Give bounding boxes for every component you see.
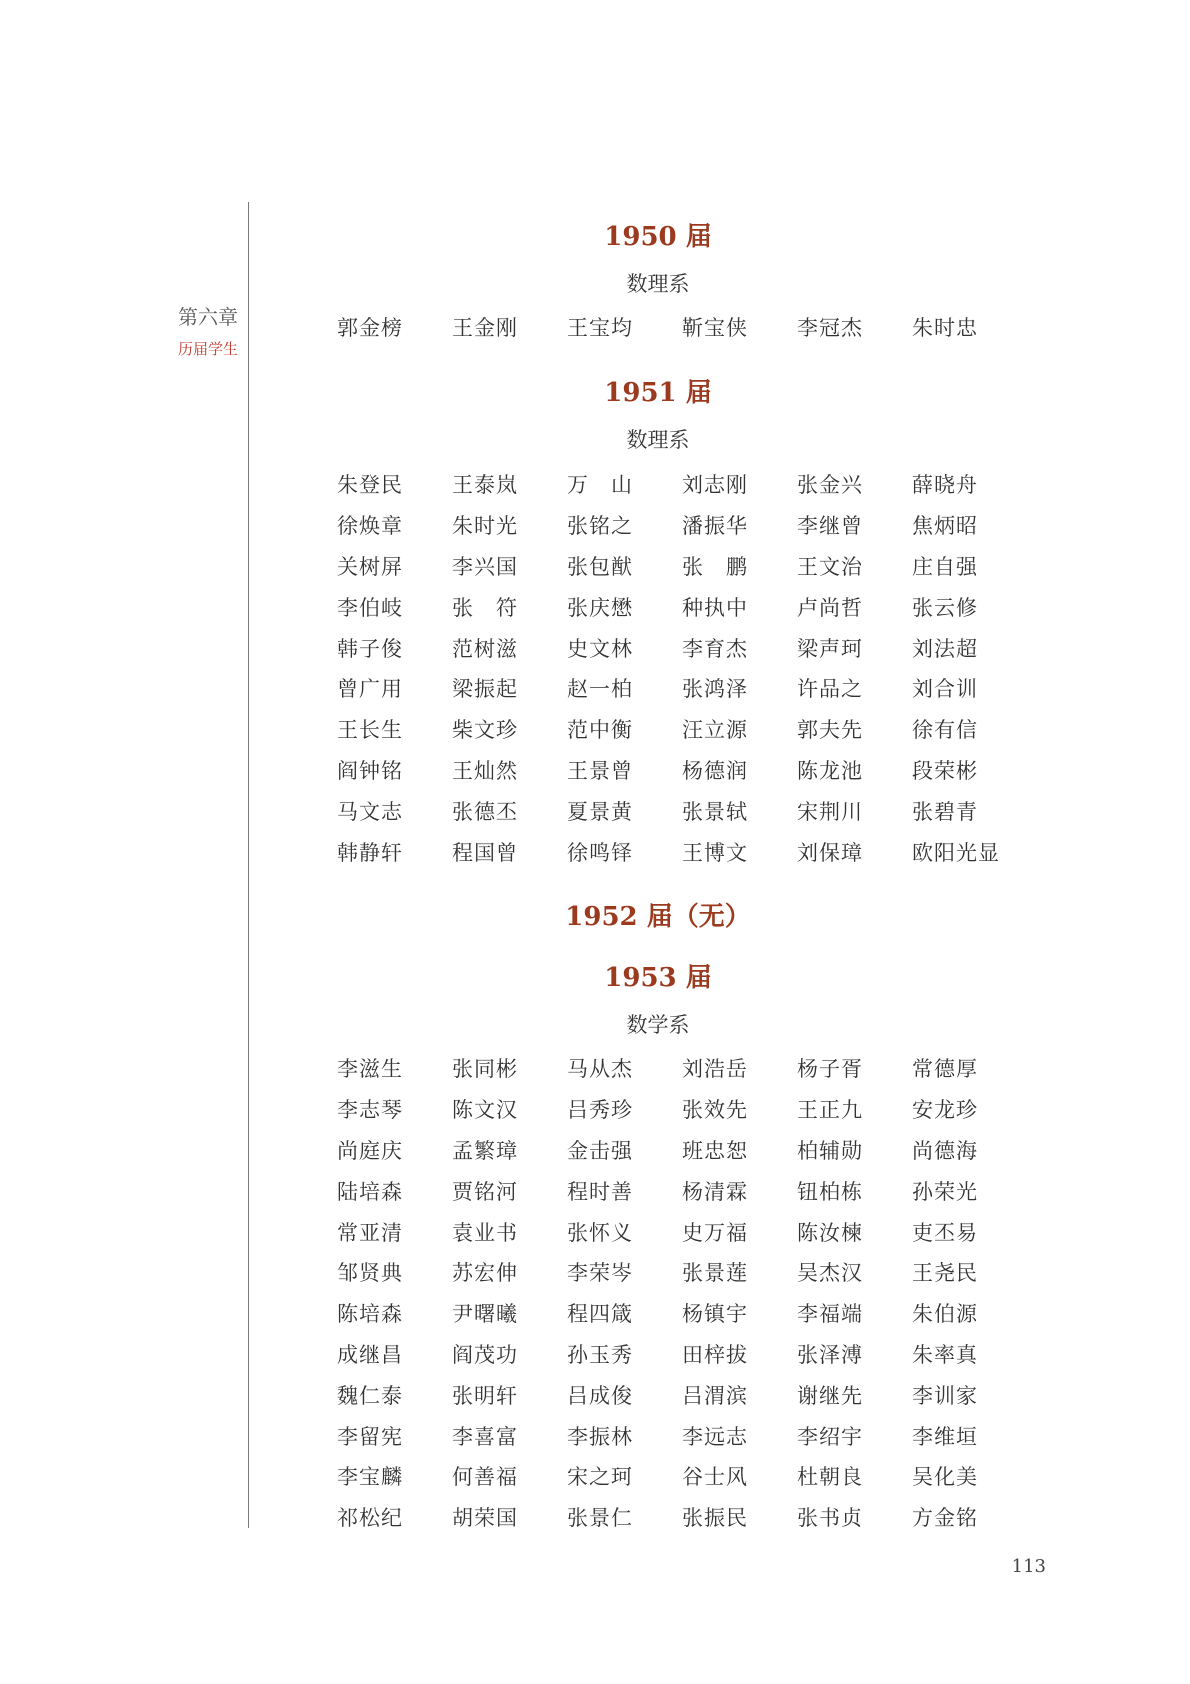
name-row bbox=[337, 1252, 1057, 1293]
student-name: 成继昌 bbox=[337, 1342, 403, 1367]
student-name: 宋荆川 bbox=[797, 799, 863, 824]
student-name: 祁松纪 bbox=[337, 1506, 403, 1531]
page-number: 113 bbox=[1011, 1556, 1046, 1577]
student-name: 张金兴 bbox=[797, 473, 863, 498]
student-name: 靳宝侠 bbox=[682, 316, 748, 341]
student-name: 杨子胥 bbox=[797, 1057, 863, 1082]
student-name: 王泰岚 bbox=[452, 473, 518, 498]
student-name: 安龙珍 bbox=[912, 1098, 978, 1123]
student-name: 陈汝楝 bbox=[797, 1220, 863, 1245]
student-name: 梁声珂 bbox=[797, 636, 863, 661]
name-row bbox=[337, 790, 1057, 831]
student-name: 陆培森 bbox=[337, 1179, 403, 1204]
student-name: 李冠杰 bbox=[797, 316, 863, 341]
student-name: 杜朝良 bbox=[797, 1465, 863, 1490]
name-list-1953 bbox=[337, 1048, 1057, 1538]
student-name: 张碧青 bbox=[912, 799, 978, 824]
student-name: 张同彬 bbox=[452, 1057, 518, 1082]
student-name: 常亚清 bbox=[337, 1220, 403, 1245]
student-name: 陈文汉 bbox=[452, 1098, 518, 1123]
student-name: 杨德润 bbox=[682, 758, 748, 783]
student-name: 王正九 bbox=[797, 1098, 863, 1123]
student-name: 何善福 bbox=[452, 1465, 518, 1490]
student-name: 程四箴 bbox=[567, 1302, 633, 1327]
student-name: 李伯岐 bbox=[337, 595, 403, 620]
student-name: 朱登民 bbox=[337, 473, 403, 498]
student-name: 钮柏栋 bbox=[797, 1179, 863, 1204]
student-name: 尚庭庆 bbox=[337, 1138, 403, 1163]
name-row bbox=[337, 1497, 1057, 1538]
student-name: 魏仁泰 bbox=[337, 1383, 403, 1408]
student-name: 李育杰 bbox=[682, 636, 748, 661]
student-name: 李兴国 bbox=[452, 554, 518, 579]
student-name: 徐有信 bbox=[912, 718, 978, 743]
student-name: 朱时光 bbox=[452, 514, 518, 539]
student-name: 程时善 bbox=[567, 1179, 633, 1204]
student-name: 吕渭滨 bbox=[682, 1383, 748, 1408]
student-name: 徐焕章 bbox=[337, 514, 403, 539]
student-name: 李滋生 bbox=[337, 1057, 403, 1082]
student-name: 阎茂功 bbox=[452, 1342, 518, 1367]
student-name: 史万福 bbox=[682, 1220, 748, 1245]
student-name: 郭金榜 bbox=[337, 316, 403, 341]
student-name: 班忠恕 bbox=[682, 1138, 748, 1163]
student-name: 种执中 bbox=[682, 595, 748, 620]
student-name: 朱时忠 bbox=[912, 316, 978, 341]
student-name: 刘浩岳 bbox=[682, 1057, 748, 1082]
student-name: 王长生 bbox=[337, 718, 403, 743]
student-name: 朱率真 bbox=[912, 1342, 978, 1367]
student-name: 韩静轩 bbox=[337, 840, 403, 865]
student-name: 孙荣光 bbox=[912, 1179, 978, 1204]
student-name: 张铭之 bbox=[567, 514, 633, 539]
student-name: 吏丕易 bbox=[912, 1220, 978, 1245]
student-name: 李继曾 bbox=[797, 514, 863, 539]
name-list-1950 bbox=[337, 307, 1057, 348]
student-name: 谢继先 bbox=[797, 1383, 863, 1408]
student-name: 柏辅勋 bbox=[797, 1138, 863, 1163]
student-name: 李福端 bbox=[797, 1302, 863, 1327]
student-name: 刘保璋 bbox=[797, 840, 863, 865]
student-name: 金击强 bbox=[567, 1138, 633, 1163]
name-row bbox=[337, 750, 1057, 791]
student-name: 吕成俊 bbox=[567, 1383, 633, 1408]
student-name: 史文林 bbox=[567, 636, 633, 661]
department-heading: 数学系 bbox=[626, 1013, 690, 1037]
student-name: 苏宏伸 bbox=[452, 1261, 518, 1286]
student-name: 李训家 bbox=[912, 1383, 978, 1408]
student-name: 张云修 bbox=[912, 595, 978, 620]
student-name: 常德厚 bbox=[912, 1057, 978, 1082]
year-heading-1953: 1953 届 bbox=[604, 963, 712, 993]
student-name: 王景曾 bbox=[567, 758, 633, 783]
student-name: 程国曾 bbox=[452, 840, 518, 865]
student-name: 曾广用 bbox=[337, 677, 403, 702]
student-name: 李绍宇 bbox=[797, 1424, 863, 1449]
student-name: 焦炳昭 bbox=[912, 514, 978, 539]
name-row bbox=[337, 1048, 1057, 1089]
student-name: 田梓拔 bbox=[682, 1342, 748, 1367]
student-name: 张明轩 bbox=[452, 1383, 518, 1408]
chapter-label: 第六章 bbox=[178, 305, 238, 329]
student-name: 陈培森 bbox=[337, 1302, 403, 1327]
name-row bbox=[337, 1211, 1057, 1252]
student-name: 马从杰 bbox=[567, 1057, 633, 1082]
department-heading: 数理系 bbox=[626, 428, 690, 452]
year-heading-1950: 1950 届 bbox=[604, 222, 712, 252]
student-name: 张书贞 bbox=[797, 1506, 863, 1531]
student-name: 张鸿泽 bbox=[682, 677, 748, 702]
student-name: 赵一柏 bbox=[567, 677, 633, 702]
student-name: 张 鹏 bbox=[682, 554, 748, 579]
name-row bbox=[337, 1374, 1057, 1415]
student-name: 万 山 bbox=[567, 473, 633, 498]
student-name: 方金铭 bbox=[912, 1506, 978, 1531]
student-name: 胡荣国 bbox=[452, 1506, 518, 1531]
student-name: 郭夫先 bbox=[797, 718, 863, 743]
student-name: 卢尚哲 bbox=[797, 595, 863, 620]
student-name: 王文治 bbox=[797, 554, 863, 579]
year-heading-1951: 1951 届 bbox=[604, 378, 712, 408]
section-label: 历届学生 bbox=[177, 340, 238, 358]
student-name: 张 符 bbox=[452, 595, 518, 620]
student-name: 张景仁 bbox=[567, 1506, 633, 1531]
name-row bbox=[337, 505, 1057, 546]
department-heading: 数理系 bbox=[626, 272, 690, 296]
student-name: 韩子俊 bbox=[337, 636, 403, 661]
year-heading-1952: 1952 届（无） bbox=[565, 902, 751, 932]
student-name: 关树屏 bbox=[337, 554, 403, 579]
name-list-1951 bbox=[337, 464, 1057, 872]
student-name: 马文志 bbox=[337, 799, 403, 824]
student-name: 孟繁璋 bbox=[452, 1138, 518, 1163]
student-name: 宋之珂 bbox=[567, 1465, 633, 1490]
student-name: 潘振华 bbox=[682, 514, 748, 539]
student-name: 李留宪 bbox=[337, 1424, 403, 1449]
student-name: 梁振起 bbox=[452, 677, 518, 702]
student-name: 张包猷 bbox=[567, 554, 633, 579]
name-row bbox=[337, 1089, 1057, 1130]
student-name: 孙玉秀 bbox=[567, 1342, 633, 1367]
name-row bbox=[337, 1456, 1057, 1497]
student-name: 张德丕 bbox=[452, 799, 518, 824]
student-name: 王尧民 bbox=[912, 1261, 978, 1286]
name-row bbox=[337, 1170, 1057, 1211]
student-name: 李振林 bbox=[567, 1424, 633, 1449]
student-name: 刘合训 bbox=[912, 677, 978, 702]
student-name: 吕秀珍 bbox=[567, 1098, 633, 1123]
student-name: 柴文珍 bbox=[452, 718, 518, 743]
student-name: 谷士风 bbox=[682, 1465, 748, 1490]
student-name: 尚德海 bbox=[912, 1138, 978, 1163]
student-name: 夏景黄 bbox=[567, 799, 633, 824]
name-row bbox=[337, 586, 1057, 627]
name-row bbox=[337, 831, 1057, 872]
student-name: 李维垣 bbox=[912, 1424, 978, 1449]
student-name: 陈龙池 bbox=[797, 758, 863, 783]
student-name: 张景轼 bbox=[682, 799, 748, 824]
student-name: 吴化美 bbox=[912, 1465, 978, 1490]
student-name: 范树滋 bbox=[452, 636, 518, 661]
student-name: 李宝麟 bbox=[337, 1465, 403, 1490]
student-name: 段荣彬 bbox=[912, 758, 978, 783]
student-name: 刘志刚 bbox=[682, 473, 748, 498]
name-row bbox=[337, 546, 1057, 587]
name-row bbox=[337, 1334, 1057, 1375]
student-name: 王博文 bbox=[682, 840, 748, 865]
student-name: 刘法超 bbox=[912, 636, 978, 661]
student-name: 王灿然 bbox=[452, 758, 518, 783]
student-name: 李远志 bbox=[682, 1424, 748, 1449]
student-name: 薛晓舟 bbox=[912, 473, 978, 498]
student-name: 庄自强 bbox=[912, 554, 978, 579]
student-name: 李荣岑 bbox=[567, 1261, 633, 1286]
student-name: 贾铭河 bbox=[452, 1179, 518, 1204]
student-name: 汪立源 bbox=[682, 718, 748, 743]
student-name: 张庆懋 bbox=[567, 595, 633, 620]
name-row bbox=[337, 668, 1057, 709]
student-name: 张振民 bbox=[682, 1506, 748, 1531]
student-name: 欧阳光显 bbox=[912, 840, 1000, 865]
student-name: 张怀义 bbox=[567, 1220, 633, 1245]
student-name: 徐鸣铎 bbox=[567, 840, 633, 865]
name-row bbox=[337, 709, 1057, 750]
student-name: 袁业书 bbox=[452, 1220, 518, 1245]
student-name: 阎钟铭 bbox=[337, 758, 403, 783]
student-name: 尹曙曦 bbox=[452, 1302, 518, 1327]
student-name: 吴杰汉 bbox=[797, 1261, 863, 1286]
student-name: 李喜富 bbox=[452, 1424, 518, 1449]
student-name: 李志琴 bbox=[337, 1098, 403, 1123]
student-name: 许品之 bbox=[797, 677, 863, 702]
name-row bbox=[337, 464, 1057, 505]
student-name: 张效先 bbox=[682, 1098, 748, 1123]
student-name: 范中衡 bbox=[567, 718, 633, 743]
student-name: 王宝均 bbox=[567, 316, 633, 341]
student-name: 杨清霖 bbox=[682, 1179, 748, 1204]
student-name: 朱伯源 bbox=[912, 1302, 978, 1327]
name-row bbox=[337, 307, 1057, 348]
student-name: 张泽溥 bbox=[797, 1342, 863, 1367]
name-row bbox=[337, 1293, 1057, 1334]
student-name: 邹贤典 bbox=[337, 1261, 403, 1286]
student-name: 王金刚 bbox=[452, 316, 518, 341]
name-row bbox=[337, 1415, 1057, 1456]
student-name: 张景莲 bbox=[682, 1261, 748, 1286]
name-row bbox=[337, 627, 1057, 668]
student-name: 杨镇宇 bbox=[682, 1302, 748, 1327]
name-row bbox=[337, 1130, 1057, 1171]
